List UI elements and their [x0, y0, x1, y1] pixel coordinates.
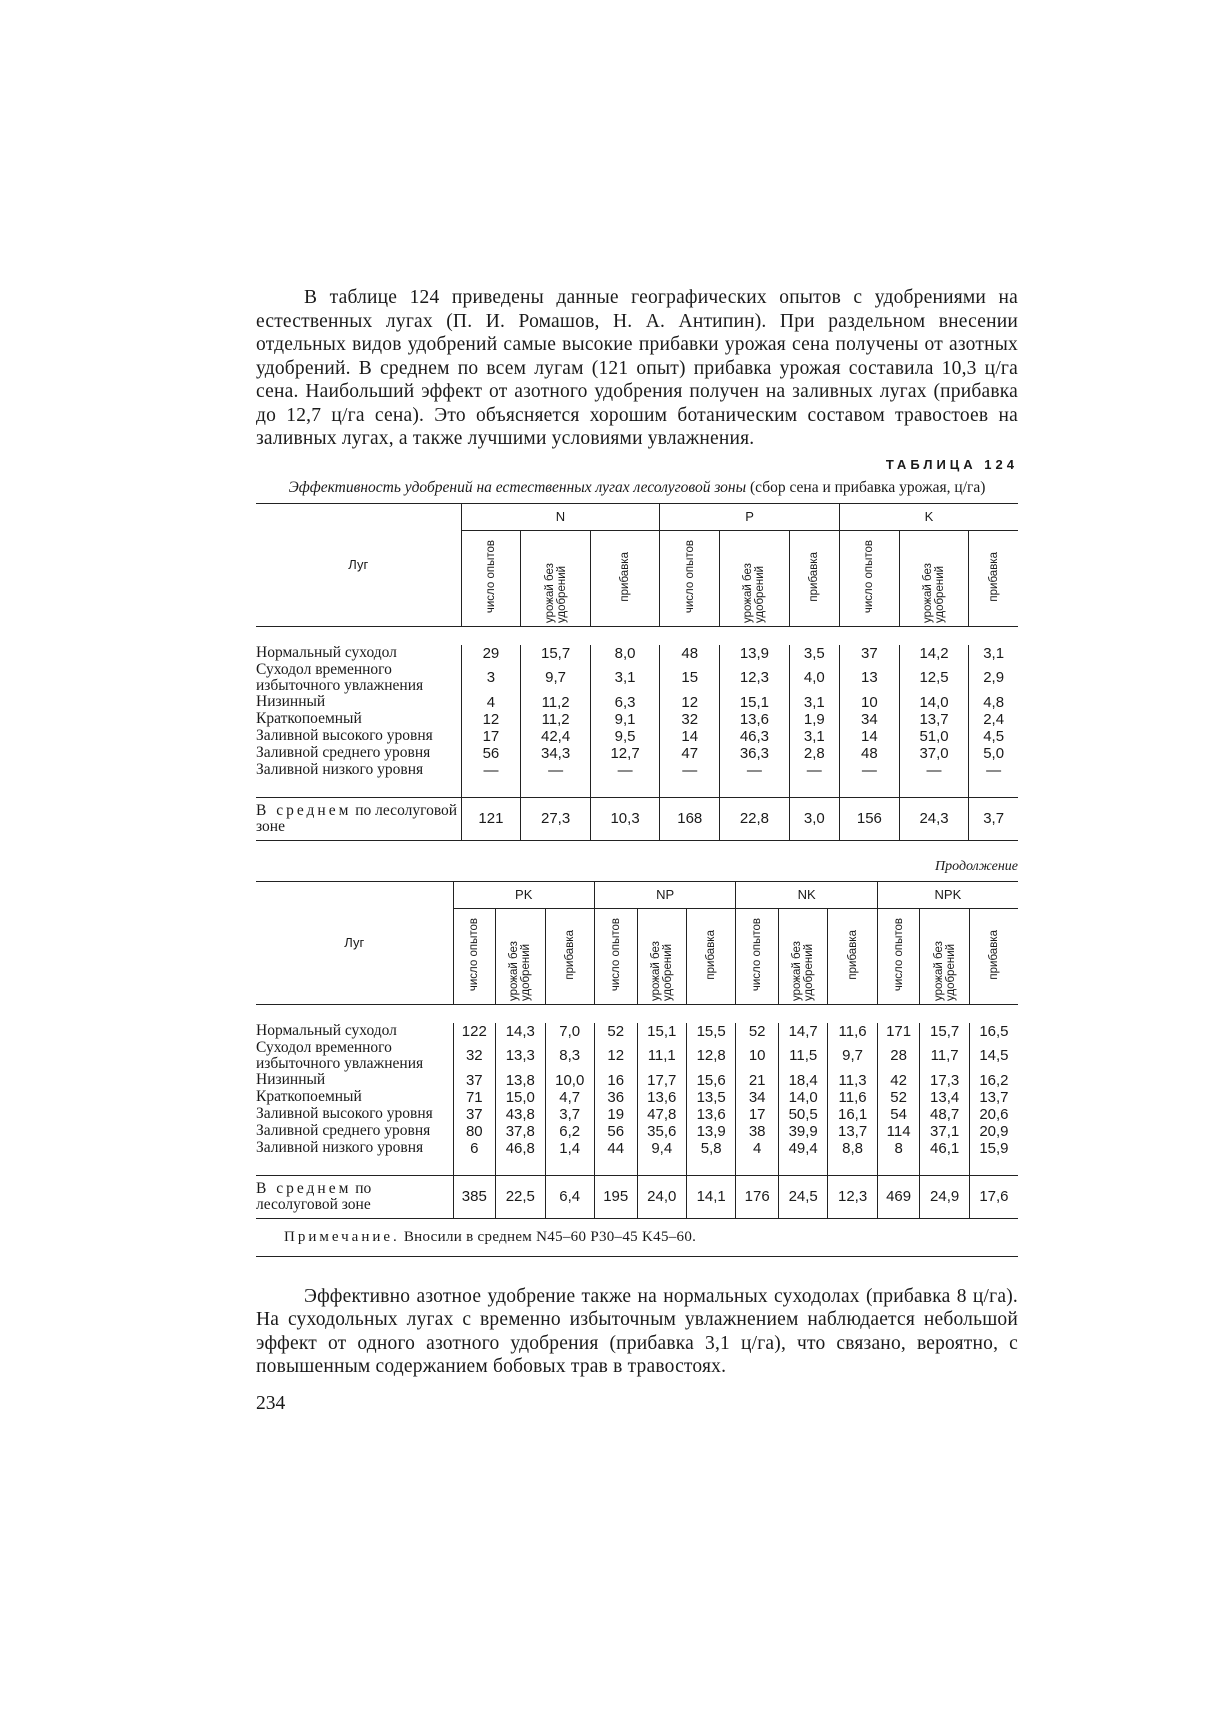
spacer-row — [256, 779, 1018, 798]
subcol-label: прибавка — [808, 551, 821, 602]
cell: 42 — [877, 1072, 920, 1089]
cell: 195 — [594, 1175, 637, 1218]
cell: 12,5 — [899, 662, 968, 694]
page-number: 234 — [256, 1392, 286, 1414]
cell: 37 — [453, 1072, 496, 1089]
table-row — [256, 711, 1018, 728]
table-note — [256, 1229, 1018, 1246]
cell: 11,3 — [828, 1072, 877, 1089]
cell: — — [720, 762, 789, 779]
cell: 52 — [736, 1023, 779, 1040]
cell: 4,5 — [969, 728, 1018, 745]
cell: 10 — [736, 1040, 779, 1072]
cell: 4,8 — [969, 694, 1018, 711]
subcol-header — [969, 530, 1018, 626]
subcol-label: урожай без удобрений — [649, 940, 674, 1001]
cell: 16,2 — [969, 1072, 1018, 1089]
cell: 37,1 — [920, 1123, 969, 1140]
cell: 6,4 — [545, 1175, 594, 1218]
cell: 12 — [461, 711, 521, 728]
subcol-label: число опытов — [683, 539, 696, 614]
cell: 24,5 — [778, 1175, 827, 1218]
cell: 11,5 — [778, 1040, 827, 1072]
table-row — [256, 1106, 1018, 1123]
table-caption — [256, 478, 1018, 497]
cell: 14,2 — [899, 645, 968, 662]
cell: 14,0 — [778, 1089, 827, 1106]
cell: — — [899, 762, 968, 779]
cell: 171 — [877, 1023, 920, 1040]
cell: 11,2 — [521, 694, 590, 711]
cell: 24,9 — [920, 1175, 969, 1218]
row-name: Низинный — [256, 693, 326, 710]
cell: 13,7 — [828, 1123, 877, 1140]
cell: 50,5 — [778, 1106, 827, 1123]
cell: — — [789, 762, 839, 779]
group-header: P — [660, 503, 840, 530]
subcol-header — [590, 530, 659, 626]
spacer-row — [256, 1157, 1018, 1176]
subcol-header — [521, 530, 590, 626]
avg-label-rest: по лесолуговой зоне — [256, 1179, 372, 1213]
subcol-header — [496, 908, 545, 1004]
cell: 11,2 — [521, 711, 590, 728]
cell: 27,3 — [521, 797, 590, 840]
cell: 20,6 — [969, 1106, 1018, 1123]
cell: 4,7 — [545, 1089, 594, 1106]
subcol-label: урожай без удобрений — [791, 940, 816, 1001]
cell: 8,8 — [828, 1140, 877, 1157]
cell: 37,8 — [496, 1123, 545, 1140]
subcol-label: прибавка — [563, 929, 576, 980]
row-name — [256, 1175, 453, 1218]
table-row — [256, 728, 1018, 745]
cell: 8 — [877, 1140, 920, 1157]
table-row — [256, 662, 1018, 694]
row-name — [256, 797, 461, 840]
group-header: K — [839, 503, 1018, 530]
cell: 15,1 — [637, 1023, 686, 1040]
cell: 15,7 — [920, 1023, 969, 1040]
cell: 15,5 — [686, 1023, 735, 1040]
cell: 4 — [461, 694, 521, 711]
cell: 14,5 — [969, 1040, 1018, 1072]
cell: 10,0 — [545, 1072, 594, 1089]
cell: 21 — [736, 1072, 779, 1089]
row-name: Заливной среднего уровня — [256, 1122, 431, 1139]
average-row — [256, 1175, 1018, 1218]
cell: 13,8 — [496, 1072, 545, 1089]
subcol-label: прибавка — [846, 929, 859, 980]
cell: 5,8 — [686, 1140, 735, 1157]
cell: 2,8 — [789, 745, 839, 762]
cell: 10 — [839, 694, 899, 711]
cell: 4,0 — [789, 662, 839, 694]
spacer-row — [256, 1004, 1018, 1023]
cell: 34 — [736, 1089, 779, 1106]
cell: 11,6 — [828, 1089, 877, 1106]
group-header: PK — [453, 881, 594, 908]
subcol-header — [736, 908, 779, 1004]
row-name: Краткопоемный — [256, 1088, 362, 1105]
subcol-label: урожай без удобрений — [508, 940, 533, 1001]
cell: 19 — [594, 1106, 637, 1123]
note-label: Примечание. — [284, 1228, 400, 1245]
row-name: Заливной низкого уровня — [256, 761, 424, 778]
row-name: Заливной низкого уровня — [256, 1139, 424, 1156]
subcol-label: число опытов — [484, 539, 497, 614]
cell: 6 — [453, 1140, 496, 1157]
cell: 22,5 — [496, 1175, 545, 1218]
cell: 9,7 — [521, 662, 590, 694]
table-2 — [256, 881, 1018, 1219]
cell: — — [969, 762, 1018, 779]
cell: 29 — [461, 645, 521, 662]
outro-paragraph: Эффективно азотное удобрение также на нормальных суходолах (прибавка 8 ц/га). На суходольных лугах с временно избыточным увлажнением наблюдается небольшой эффект от одного азотного удобрения (прибавка 3,1 ц/га), что связано, вероятно, с повышенным содержанием бобовых трав в травостоях. — [256, 1285, 1018, 1377]
cell: 14 — [839, 728, 899, 745]
subcol-header — [637, 908, 686, 1004]
note-text: Вносили в среднем N45–60 P30–45 K45–60. — [403, 1228, 697, 1245]
row-name: Низинный — [256, 1071, 326, 1088]
continuation-label: Продолжение — [935, 858, 1018, 874]
cell: 3,7 — [545, 1106, 594, 1123]
table-1 — [256, 503, 1018, 841]
table-row — [256, 1089, 1018, 1106]
cell: 14 — [660, 728, 720, 745]
cell: — — [461, 762, 521, 779]
subcol-header — [789, 530, 839, 626]
cell: 34,3 — [521, 745, 590, 762]
cell: 12,7 — [590, 745, 659, 762]
cell: 7,0 — [545, 1023, 594, 1040]
row-name: Заливной высокого уровня — [256, 727, 433, 744]
table-row — [256, 1040, 1018, 1072]
table-label: ТАБЛИЦА 124 — [885, 456, 1018, 472]
cell: 35,6 — [637, 1123, 686, 1140]
cell: 56 — [594, 1123, 637, 1140]
caption-rest: (сбор сена и прибавка урожая, ц/га) — [749, 478, 986, 496]
cell: 32 — [660, 711, 720, 728]
cell: 385 — [453, 1175, 496, 1218]
cell: 176 — [736, 1175, 779, 1218]
subcol-header — [828, 908, 877, 1004]
cell: 3,1 — [789, 694, 839, 711]
cell: 15,7 — [521, 645, 590, 662]
page-content — [256, 286, 1018, 1415]
cell: 13,7 — [899, 711, 968, 728]
cell: 24,3 — [899, 797, 968, 840]
cell: 46,1 — [920, 1140, 969, 1157]
cell: 121 — [461, 797, 521, 840]
cell: 32 — [453, 1040, 496, 1072]
cell: 1,4 — [545, 1140, 594, 1157]
intro-paragraph: В таблице 124 приведены данные географических опытов с удобрениями на естественных лугах (П. И. Ромашов, Н. А. Антипин). При раздельном внесении отдельных видов удобрений самые высокие прибавки урожая сена получены от азотных удобрений. В среднем по всем лугам (121 опыт) прибавка урожая составила 10,3 ц/га сена. Наибольший эффект от азотного удобрения получен на заливных лугах (прибавка до 12,7 ц/га сена). Это объясняется хорошим ботаническим составом травостоев на заливных лугах, а также лучшими условиями увлажнения. — [256, 287, 1018, 449]
table-row — [256, 762, 1018, 779]
cell: 14,1 — [686, 1175, 735, 1218]
cell: 12,3 — [828, 1175, 877, 1218]
cell: 11,7 — [920, 1040, 969, 1072]
subcol-header — [720, 530, 789, 626]
subcol-label: число опытов — [863, 539, 876, 614]
cell: 13,4 — [920, 1089, 969, 1106]
cell: 2,9 — [969, 662, 1018, 694]
row-name: Суходол временного избыточного увлажнения — [256, 1038, 424, 1072]
subcol-header — [461, 530, 521, 626]
cell: 15,1 — [720, 694, 789, 711]
cell: 8,3 — [545, 1040, 594, 1072]
cell: 37 — [839, 645, 899, 662]
cell: — — [521, 762, 590, 779]
subcol-label: урожай без удобрений — [543, 562, 568, 623]
cell: 52 — [877, 1089, 920, 1106]
cell: 14,3 — [496, 1023, 545, 1040]
cell: 9,5 — [590, 728, 659, 745]
subcol-header — [969, 908, 1018, 1004]
cell: 17 — [461, 728, 521, 745]
subcol-header — [453, 908, 496, 1004]
cell: 13,6 — [720, 711, 789, 728]
cell: 13,5 — [686, 1089, 735, 1106]
cell: 22,8 — [720, 797, 789, 840]
cell: 14,7 — [778, 1023, 827, 1040]
group-header: N — [461, 503, 660, 530]
row-name: Нормальный суходол — [256, 1022, 397, 1039]
cell: 4 — [736, 1140, 779, 1157]
cell: 36,3 — [720, 745, 789, 762]
cell: 13,7 — [969, 1089, 1018, 1106]
subcol-label: прибавка — [619, 551, 632, 602]
subcol-header — [778, 908, 827, 1004]
cell: 3,0 — [789, 797, 839, 840]
cell: 13,3 — [496, 1040, 545, 1072]
cell: 56 — [461, 745, 521, 762]
cell: 12,3 — [720, 662, 789, 694]
cell: 12 — [660, 694, 720, 711]
group-header: NPK — [877, 881, 1018, 908]
cell: 9,4 — [637, 1140, 686, 1157]
subcol-label: прибавка — [705, 929, 718, 980]
table-row — [256, 1140, 1018, 1157]
subcol-header — [686, 908, 735, 1004]
subcol-header — [877, 908, 920, 1004]
subcol-label: число опытов — [892, 917, 905, 992]
cell: 6,2 — [545, 1123, 594, 1140]
subcol-label: урожай без удобрений — [932, 940, 957, 1001]
avg-label-spaced: В среднем — [256, 801, 352, 819]
cell: 18,4 — [778, 1072, 827, 1089]
cell: 12,8 — [686, 1040, 735, 1072]
cell: 10,3 — [590, 797, 659, 840]
cell: 3,1 — [969, 645, 1018, 662]
row-name: Нормальный суходол — [256, 644, 397, 661]
subcol-label: число опытов — [468, 917, 481, 992]
cell: 49,4 — [778, 1140, 827, 1157]
cell: 15 — [660, 662, 720, 694]
cell: 17,6 — [969, 1175, 1018, 1218]
cell: 47 — [660, 745, 720, 762]
cell: 46,3 — [720, 728, 789, 745]
table-row — [256, 694, 1018, 711]
cell: 156 — [839, 797, 899, 840]
cell: 39,9 — [778, 1123, 827, 1140]
cell: 13,9 — [720, 645, 789, 662]
cell: 15,6 — [686, 1072, 735, 1089]
cell: 48 — [839, 745, 899, 762]
row-name: Суходол временного избыточного увлажнения — [256, 660, 424, 694]
table-row — [256, 1072, 1018, 1089]
cell: 13 — [839, 662, 899, 694]
subcol-header — [839, 530, 899, 626]
cell: 17,7 — [637, 1072, 686, 1089]
cell: 54 — [877, 1106, 920, 1123]
cell: 3,7 — [969, 797, 1018, 840]
cell: 48,7 — [920, 1106, 969, 1123]
cell: 38 — [736, 1123, 779, 1140]
cell: 1,9 — [789, 711, 839, 728]
cell: 17,3 — [920, 1072, 969, 1089]
cell: 8,0 — [590, 645, 659, 662]
cell: 469 — [877, 1175, 920, 1218]
table-row — [256, 645, 1018, 662]
cell: 20,9 — [969, 1123, 1018, 1140]
subcol-header — [660, 530, 720, 626]
cell: 43,8 — [496, 1106, 545, 1123]
spacer-row — [256, 626, 1018, 645]
table-row — [256, 745, 1018, 762]
subcol-header — [899, 530, 968, 626]
cell: 80 — [453, 1123, 496, 1140]
cell: 2,4 — [969, 711, 1018, 728]
row-name: Заливной высокого уровня — [256, 1105, 433, 1122]
cell: 42,4 — [521, 728, 590, 745]
subcol-label: урожай без удобрений — [922, 562, 947, 623]
cell: 11,6 — [828, 1023, 877, 1040]
cell: 16,5 — [969, 1023, 1018, 1040]
row-name: Заливной среднего уровня — [256, 744, 431, 761]
cell: 14,0 — [899, 694, 968, 711]
subcol-label: число опытов — [609, 917, 622, 992]
cell: 13,6 — [637, 1089, 686, 1106]
subcol-label: число опытов — [751, 917, 764, 992]
row-name: Краткопоемный — [256, 710, 362, 727]
cell: 37 — [453, 1106, 496, 1123]
cell: 13,9 — [686, 1123, 735, 1140]
cell: 44 — [594, 1140, 637, 1157]
cell: 12 — [594, 1040, 637, 1072]
cell: 52 — [594, 1023, 637, 1040]
cell: — — [839, 762, 899, 779]
col-lug-header: Луг — [256, 881, 453, 1004]
cell: 36 — [594, 1089, 637, 1106]
cell: 168 — [660, 797, 720, 840]
subcol-label: прибавка — [987, 551, 1000, 602]
table-row — [256, 1123, 1018, 1140]
divider — [256, 1256, 1018, 1257]
cell: 9,1 — [590, 711, 659, 728]
cell: 5,0 — [969, 745, 1018, 762]
cell: 11,1 — [637, 1040, 686, 1072]
cell: 46,8 — [496, 1140, 545, 1157]
cell: 9,7 — [828, 1040, 877, 1072]
cell: 47,8 — [637, 1106, 686, 1123]
cell: 17 — [736, 1106, 779, 1123]
subcol-header — [545, 908, 594, 1004]
cell: — — [590, 762, 659, 779]
col-lug-header: Луг — [256, 503, 461, 626]
caption-italic: Эффективность удобрений на естественных лугах лесолуговой зоны — [288, 478, 747, 496]
cell: 13,6 — [686, 1106, 735, 1123]
cell: 34 — [839, 711, 899, 728]
cell: 51,0 — [899, 728, 968, 745]
group-header: NP — [594, 881, 735, 908]
cell: 15,9 — [969, 1140, 1018, 1157]
subcol-header — [594, 908, 637, 1004]
avg-label-spaced: В среднем — [256, 1179, 352, 1197]
cell: 24,0 — [637, 1175, 686, 1218]
cell: 15,0 — [496, 1089, 545, 1106]
cell: 3,1 — [789, 728, 839, 745]
cell: 3,5 — [789, 645, 839, 662]
cell: — — [660, 762, 720, 779]
cell: 114 — [877, 1123, 920, 1140]
cell: 3,1 — [590, 662, 659, 694]
cell: 16 — [594, 1072, 637, 1089]
cell: 28 — [877, 1040, 920, 1072]
avg-label-rest: по лесолуговой зоне — [256, 801, 458, 835]
table-row — [256, 1023, 1018, 1040]
cell: 71 — [453, 1089, 496, 1106]
subcol-label: прибавка — [987, 929, 1000, 980]
cell: 48 — [660, 645, 720, 662]
subcol-header — [920, 908, 969, 1004]
average-row — [256, 797, 1018, 840]
cell: 122 — [453, 1023, 496, 1040]
cell: 16,1 — [828, 1106, 877, 1123]
cell: 37,0 — [899, 745, 968, 762]
cell: 3 — [461, 662, 521, 694]
subcol-label: урожай без удобрений — [742, 562, 767, 623]
group-header: NK — [736, 881, 877, 908]
cell: 6,3 — [590, 694, 659, 711]
